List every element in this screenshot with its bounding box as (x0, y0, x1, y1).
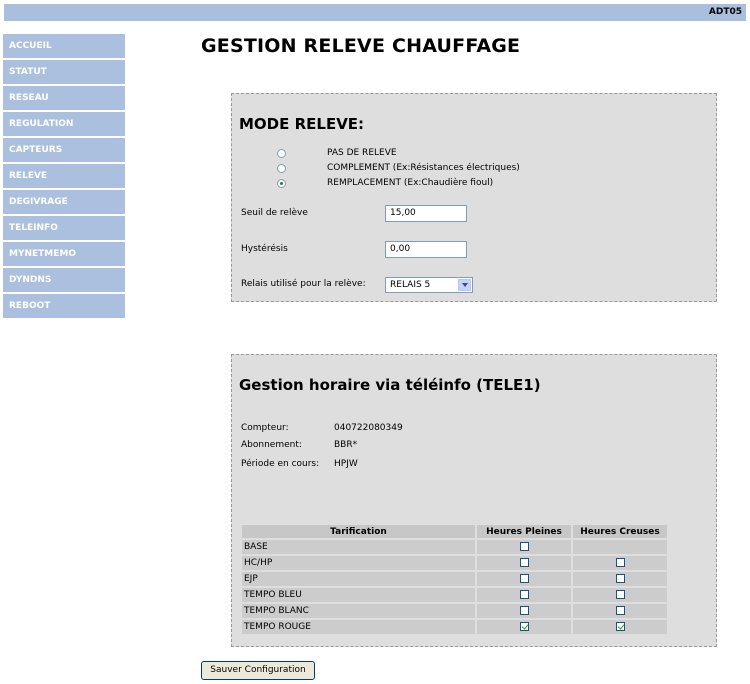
radio-button[interactable] (277, 149, 286, 158)
relais-select-value: RELAIS 5 (390, 280, 431, 290)
tarif-name: TEMPO BLANC (242, 604, 475, 618)
hp-checkbox[interactable] (520, 558, 529, 567)
radio-label: COMPLEMENT (Ex:Résistances électriques) (327, 163, 520, 173)
periode-value: HPJW (334, 459, 358, 469)
column-header-heures-creuses: Heures Creuses (573, 525, 667, 538)
hysteresis-input[interactable]: 0,00 (385, 241, 467, 258)
tarif-name: EJP (242, 572, 475, 586)
hp-cell (477, 556, 571, 570)
hc-cell (573, 604, 667, 618)
compteur-label: Compteur: (241, 423, 289, 433)
column-header-tarification: Tarification (242, 525, 475, 538)
tarif-name: HC/HP (242, 556, 475, 570)
hp-checkbox-checked[interactable] (520, 622, 529, 631)
radio-button-selected[interactable] (277, 179, 286, 188)
device-code: ADT05 (708, 7, 742, 17)
tarif-name: BASE (242, 540, 475, 554)
sidebar-item-teleinfo[interactable]: TELEINFO (3, 216, 125, 240)
hc-checkbox[interactable] (616, 574, 625, 583)
tarif-name: TEMPO ROUGE (242, 620, 475, 634)
hc-cell (573, 588, 667, 602)
sidebar-item-mynetmemo[interactable]: MYNETMEMO (3, 242, 125, 266)
hp-checkbox[interactable] (520, 590, 529, 599)
table-row (242, 588, 667, 602)
sidebar-item-regulation[interactable]: REGULATION (3, 112, 125, 136)
hc-cell (573, 620, 667, 634)
hp-cell (477, 540, 571, 554)
table-row (242, 620, 667, 634)
periode-label: Période en cours: (241, 459, 320, 469)
table-row (242, 572, 667, 586)
column-header-heures-pleines: Heures Pleines (477, 525, 571, 538)
top-bar (4, 4, 746, 21)
teleinfo-panel (231, 354, 717, 647)
hysteresis-label: Hystérésis (241, 244, 288, 254)
hc-cell (573, 556, 667, 570)
relais-label: Relais utilisé pour la relève: (241, 279, 366, 289)
hp-cell (477, 588, 571, 602)
mode-releve-title: MODE RELEVE: (239, 115, 365, 133)
hp-checkbox[interactable] (520, 606, 529, 615)
sidebar-item-accueil[interactable]: ACCUEIL (3, 34, 125, 58)
seuil-input[interactable]: 15,00 (385, 205, 467, 222)
abonnement-value: BBR* (334, 440, 358, 450)
radio-button[interactable] (277, 164, 286, 173)
teleinfo-title: Gestion horaire via téléinfo (TELE1) (239, 376, 541, 394)
table-row (242, 540, 667, 554)
hp-cell (477, 620, 571, 634)
mode-releve-panel (231, 93, 717, 302)
hp-checkbox[interactable] (520, 542, 529, 551)
sidebar-item-statut[interactable]: STATUT (3, 60, 125, 84)
tarif-name: TEMPO BLEU (242, 588, 475, 602)
radio-label: REMPLACEMENT (Ex:Chaudière fioul) (327, 178, 494, 188)
hc-checkbox-checked[interactable] (616, 622, 625, 631)
hc-cell (573, 540, 667, 554)
save-configuration-button[interactable]: Sauver Configuration (201, 661, 315, 680)
page-title: GESTION RELEVE CHAUFFAGE (201, 35, 521, 57)
chevron-down-icon[interactable] (458, 279, 471, 291)
relais-select[interactable] (385, 277, 473, 293)
hp-cell (477, 572, 571, 586)
table-row (242, 604, 667, 618)
hp-cell (477, 604, 571, 618)
hc-checkbox[interactable] (616, 590, 625, 599)
seuil-label: Seuil de relève (241, 208, 308, 218)
abonnement-label: Abonnement: (241, 440, 302, 450)
sidebar-item-releve[interactable]: RELEVE (3, 164, 125, 188)
sidebar-item-reseau[interactable]: RESEAU (3, 86, 125, 110)
hc-cell (573, 572, 667, 586)
table-header-row (242, 525, 667, 538)
sidebar-item-dyndns[interactable]: DYNDNS (3, 268, 125, 292)
hc-checkbox[interactable] (616, 558, 625, 567)
sidebar-item-capteurs[interactable]: CAPTEURS (3, 138, 125, 162)
tarification-table (240, 523, 669, 636)
hp-checkbox[interactable] (520, 574, 529, 583)
table-row (242, 556, 667, 570)
compteur-value: 040722080349 (334, 423, 403, 433)
sidebar-item-reboot[interactable]: REBOOT (3, 294, 125, 318)
hc-checkbox[interactable] (616, 606, 625, 615)
sidebar-nav (3, 34, 125, 320)
sidebar-item-degivrage[interactable]: DEGIVRAGE (3, 190, 125, 214)
radio-label: PAS DE RELEVE (327, 148, 397, 158)
